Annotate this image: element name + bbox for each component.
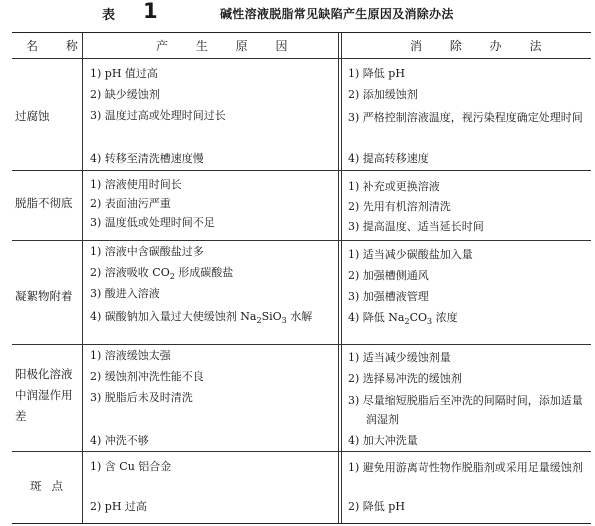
table-caption [0, 2, 595, 24]
remedy-item: 2) 添加缓蚀剂 [348, 88, 418, 101]
cause-item: 3) 脱脂后未及时清洗 [90, 391, 193, 404]
row-name: 阳极化溶液中润湿作用差 [15, 367, 73, 423]
row-divider [12, 451, 591, 452]
row-name: 凝絮物附着 [15, 289, 73, 303]
remedy-item: 4) 降低 $Na_2CO_3$ 浓度 [348, 311, 458, 327]
cause-item: 3) 温度低或处理时间不足 [90, 216, 215, 229]
row-name: 过腐蚀 [15, 109, 50, 123]
remedy-item: 4) 加大冲洗量 [348, 434, 418, 447]
header-name: 名 称 [26, 39, 90, 53]
remedy-item: 3) 加强槽液管理 [348, 290, 429, 303]
remedy-item: 2) 降低 pH [348, 500, 405, 513]
row-divider [12, 240, 591, 241]
remedy-item: 3) 提高温度、适当延长时间 [348, 220, 484, 233]
header-cause: 产 生 原 因 [156, 39, 300, 53]
cause-item: 1) 溶液中含碳酸盐过多 [90, 245, 204, 258]
remedy-item: 1) 避免用游离苛性物作脱脂剂或采用足量缓蚀剂 [348, 461, 583, 474]
caption-prefix: 表 [102, 8, 122, 23]
remedy-item: 2) 先用有机溶剂清洗 [348, 200, 451, 213]
caption-number: 1 [143, 0, 158, 23]
remedy-item: 1) 适当减少碳酸盐加入量 [348, 248, 473, 261]
cause-item: 4) 转移至清洗槽速度慢 [90, 152, 204, 165]
cause-item: 4) 碳酸钠加入量过大使缓蚀剂 $Na_2SiO_3$ 水解 [90, 310, 313, 326]
cause-item: 1) 含 Cu 铝合金 [90, 460, 172, 473]
remedy-item: 1) 降低 pH [348, 67, 405, 80]
row-divider [12, 58, 591, 59]
remedy-item: 3) 尽量缩短脱脂后至冲洗的间隔时间，添加适量润湿剂 [348, 394, 583, 426]
remedy-item: 2) 选择易冲洗的缓蚀剂 [348, 372, 462, 385]
cause-item: 1) 溶液使用时间长 [90, 178, 182, 191]
cause-item: 2) 缓蚀剂冲洗性能不良 [90, 370, 204, 383]
caption-title: 碱性溶液脱脂常见缺陷产生原因及消除办法 [220, 7, 454, 21]
cause-item: 2) pH 过高 [90, 500, 147, 513]
cause-item: 3) 酸进入溶液 [90, 287, 160, 300]
row-name: 脱脂不彻底 [15, 196, 73, 210]
column-divider [338, 33, 339, 523]
row-name: 斑点 [30, 479, 73, 493]
cause-item: 1) 溶液缓蚀太强 [90, 349, 171, 362]
cause-item: 3) 温度过高或处理时间过长 [90, 109, 226, 122]
header-remedy: 消 除 办 法 [410, 39, 554, 53]
row-divider [12, 344, 591, 345]
column-divider [341, 33, 342, 523]
column-divider [82, 33, 83, 523]
remedy-item: 1) 补充或更换溶液 [348, 180, 440, 193]
remedy-item: 1) 适当减少缓蚀剂量 [348, 351, 451, 364]
defects-table [12, 32, 591, 524]
cause-item: 2) 溶液吸收 $CO_2$ 形成碳酸盐 [90, 266, 234, 282]
cause-item: 2) 缺少缓蚀剂 [90, 88, 160, 101]
remedy-item: 2) 加强槽侧通风 [348, 269, 429, 282]
row-divider [12, 170, 591, 171]
cause-item: 4) 冲洗不够 [90, 434, 149, 447]
remedy-item: 3) 严格控制溶液温度，视污染程度确定处理时间 [348, 111, 583, 124]
cause-item: 1) pH 值过高 [90, 67, 158, 80]
remedy-item: 4) 提高转移速度 [348, 152, 429, 165]
cause-item: 2) 表面油污严重 [90, 197, 171, 210]
